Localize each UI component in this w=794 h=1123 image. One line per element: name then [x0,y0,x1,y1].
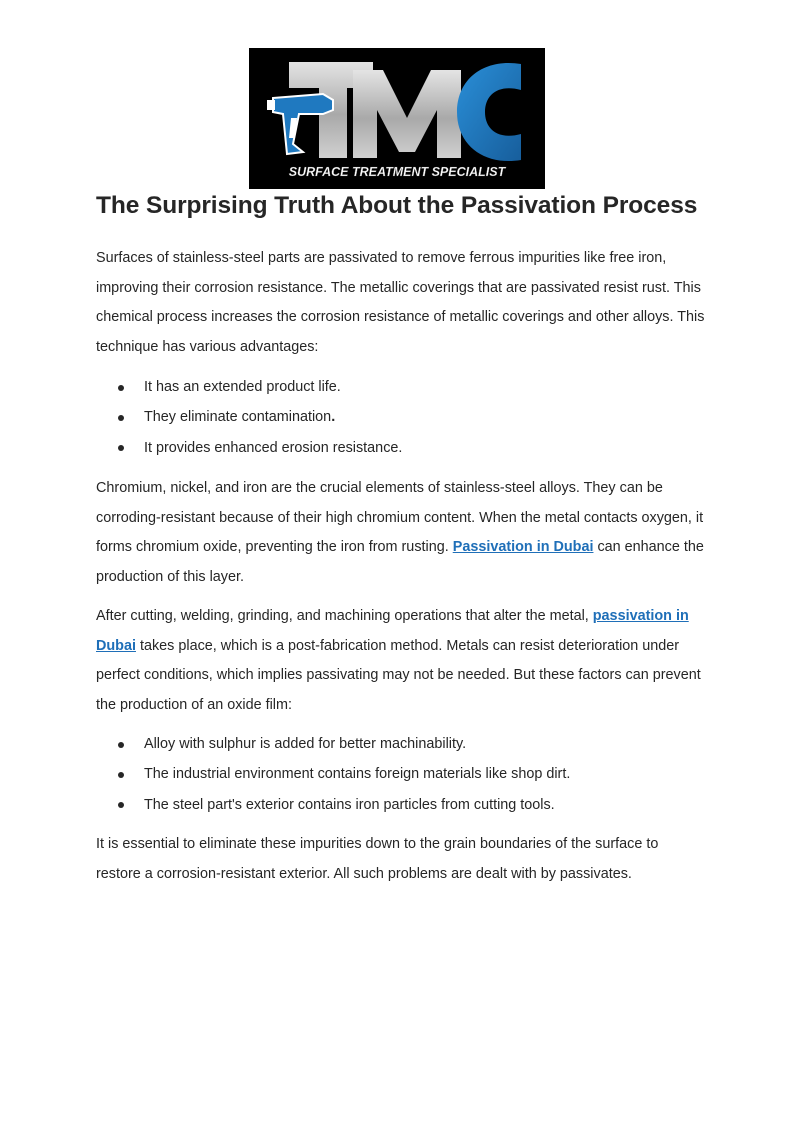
intro-paragraph: Surfaces of stainless-steel parts are passivated to remove ferrous impurities like free iron, improving their corrosion resistance. The metallic coverings that are passivated resist rust. This chemical process increases the corrosion resistance of metallic coverings and other alloys. This technique has various advantages: [96,250,705,356]
bullet-icon [118,385,124,391]
chromium-paragraph: Chromium, nickel, and iron are the crucial elements of stainless-steel alloys. They can be corroding-resistant because of their high chromium content. When the metal contacts oxygen, it forms chromium oxide, preventing the iron from rusting. Passivation in Dubai can enhance the production of this layer. [96,480,704,586]
passivation-dubai-link-2[interactable]: passivation in Dubai [96,608,689,654]
passivation-dubai-link[interactable]: Passivation in Dubai [452,539,594,556]
list-item: The industrial environment contains foreign materials like shop dirt. [96,759,696,789]
company-logo [249,48,545,189]
logo-letter-m [353,70,461,158]
logo-graphic [249,48,545,189]
bullet-icon [118,802,124,808]
logo-letter-c [457,63,521,161]
list-item: It has an extended product life. [96,372,696,402]
list-item: Alloy with sulphur is added for better machinability. [96,729,696,759]
list-item: It provides enhanced erosion resistance. [96,433,696,463]
list-item: They eliminate contamination. [96,402,696,432]
bullet-icon [118,742,124,748]
advantages-list [96,372,696,463]
article-title: The Surprising Truth About the Passivation Process [96,192,698,219]
bullet-icon [118,772,124,778]
bullet-icon [118,415,124,421]
list-item: The steel part's exterior contains iron particles from cutting tools. [96,790,696,820]
conclusion-paragraph: It is essential to eliminate these impurities down to the grain boundaries of the surface to restore a corrosion-resistant exterior. All such problems are dealt with by passivates. [96,836,659,882]
logo-tagline: SURFACE TREATMENT SPECIALIST [288,165,506,179]
post-fabrication-paragraph: After cutting, welding, grinding, and machining operations that alter the metal, passivation in Dubai takes place, which is a post-fabrication method. Metals can resist deterioration under perfect conditions, which implies passivating may not be needed. But these factors can prevent the production of an oxide film: [96,608,701,714]
bullet-icon [118,445,124,451]
factors-list [96,729,696,820]
